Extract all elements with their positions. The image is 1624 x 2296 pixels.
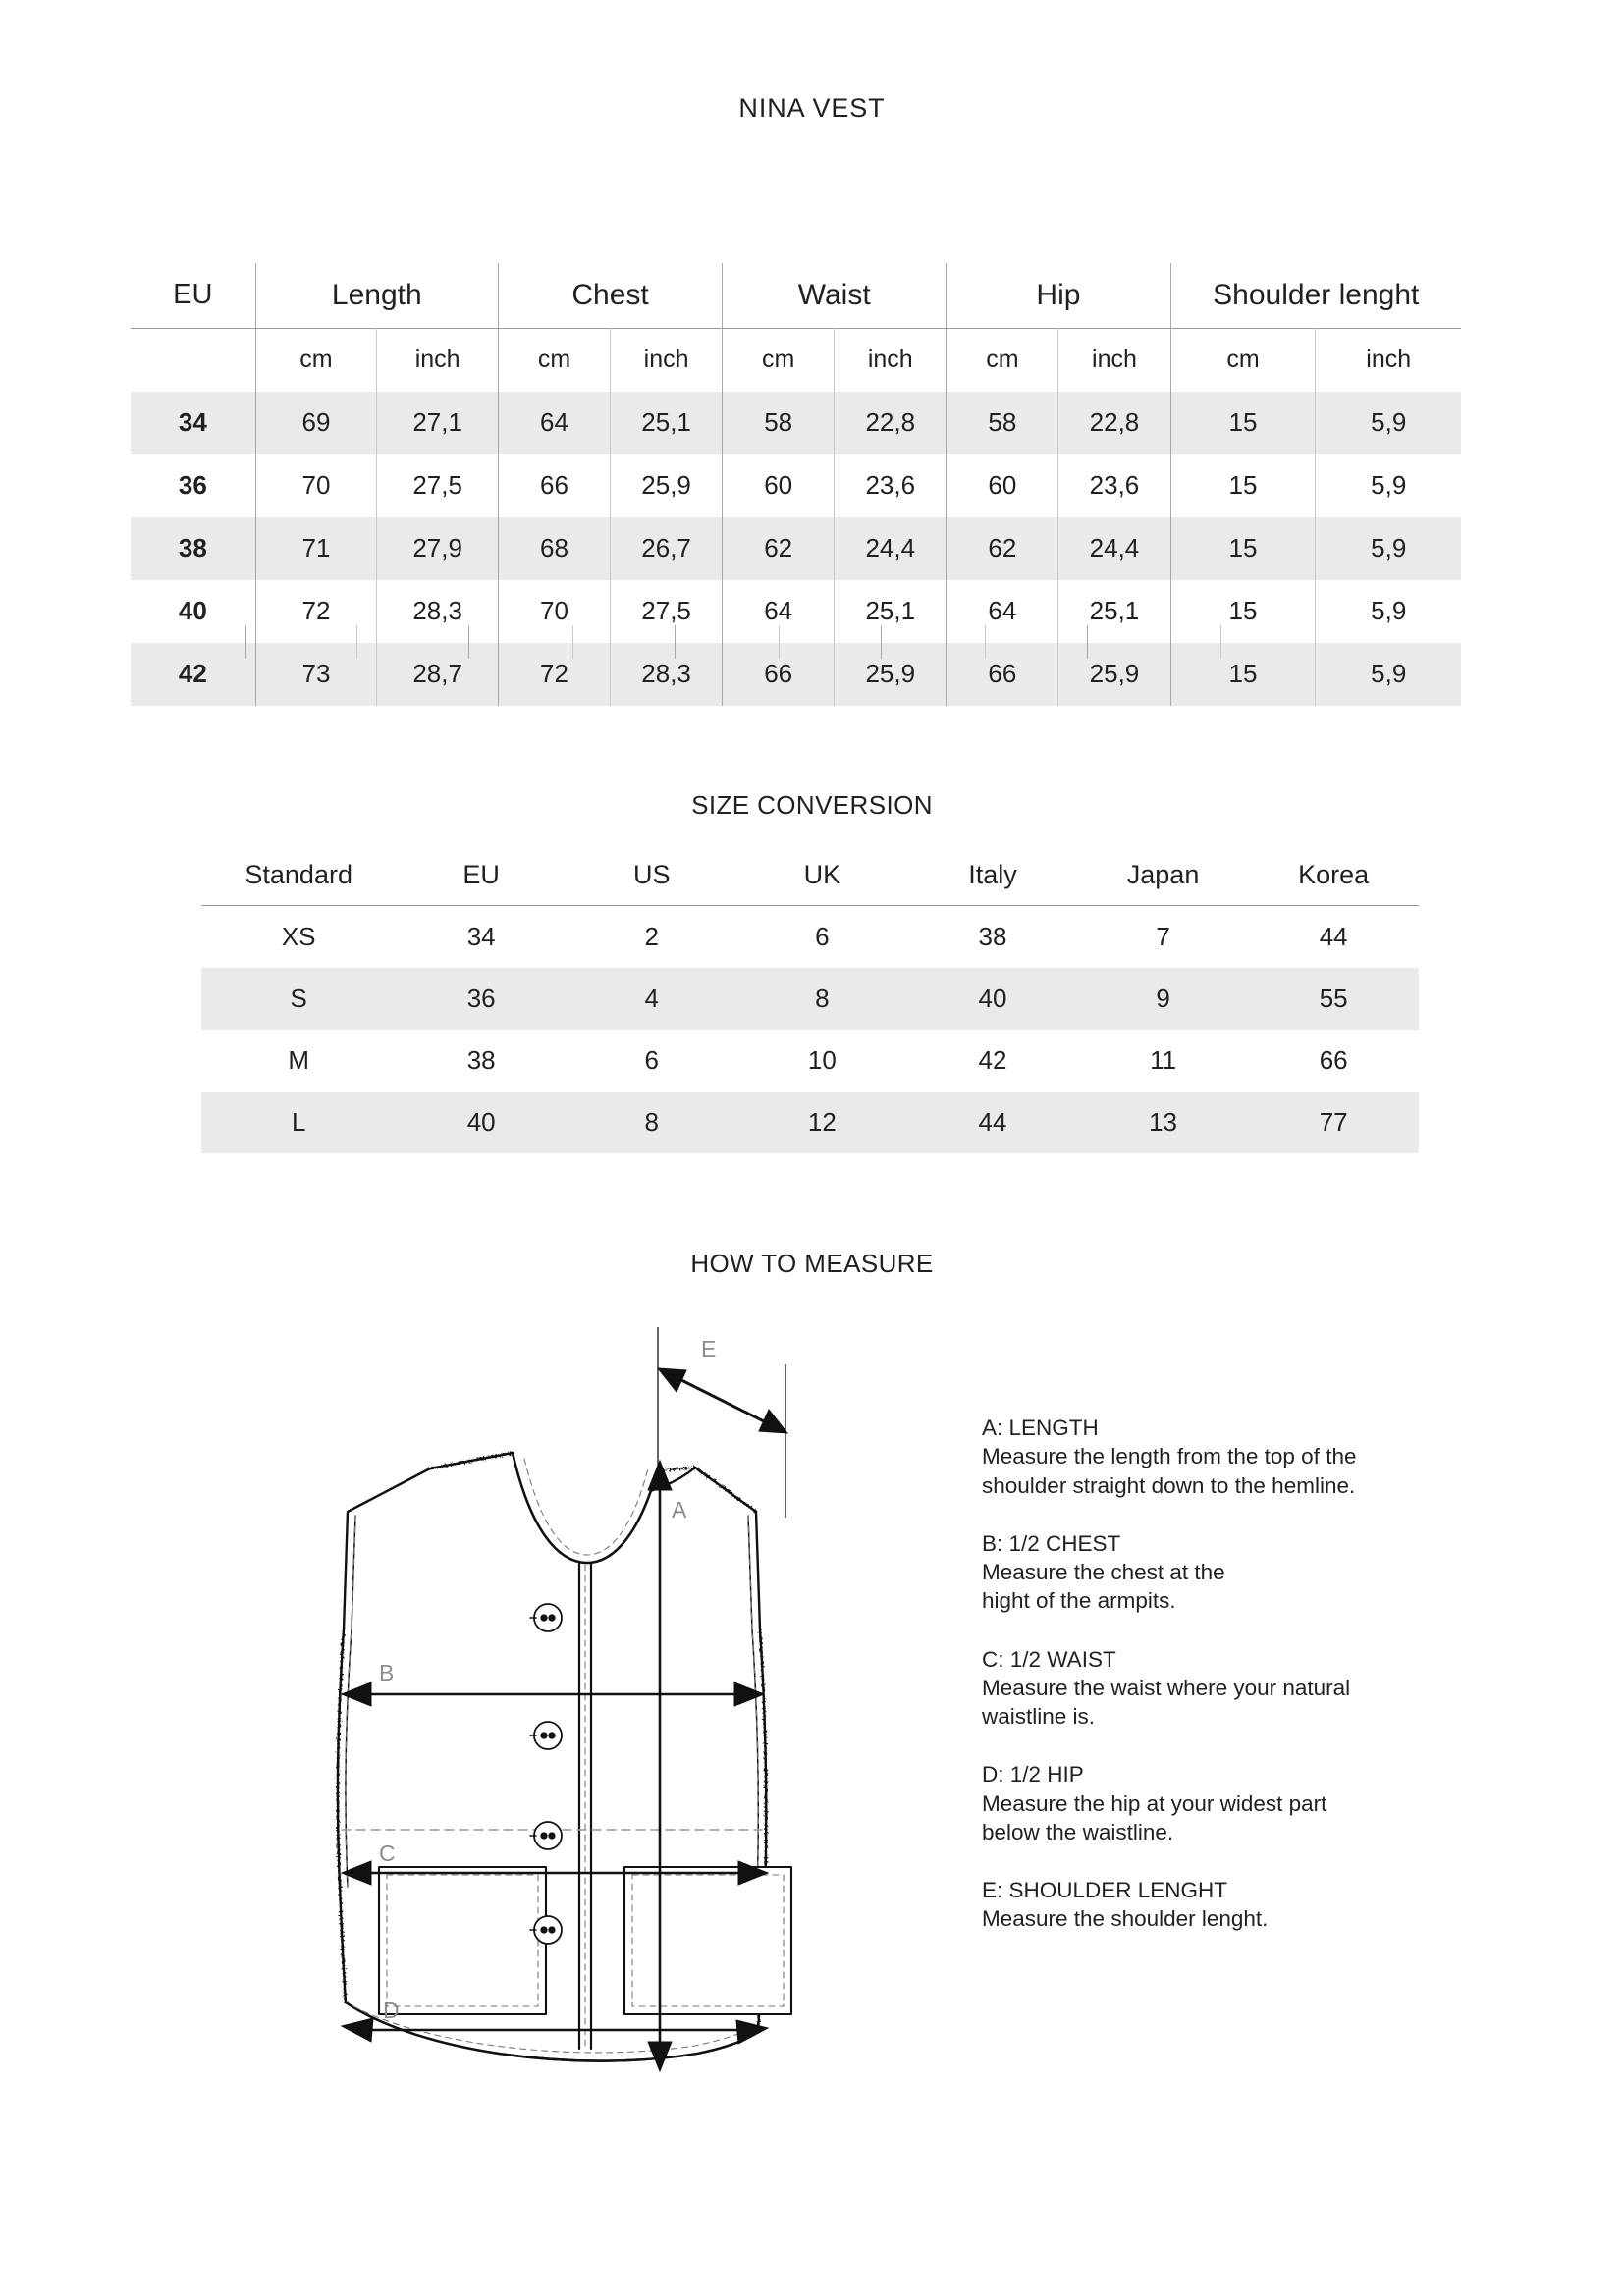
conv-cell-eu: 38 [466,1045,496,1075]
size-conversion-title: SIZE CONVERSION [691,790,933,820]
cell-length-inch: 27,5 [377,454,499,517]
cell-hip-cm: 66 [947,643,1058,706]
instruction-heading: E: SHOULDER LENGHT [982,1878,1228,1902]
cell-chest-cm: 72 [498,643,610,706]
conv-col-korea: Korea [1298,859,1370,889]
cell-chest-cm: 66 [498,454,610,517]
conv-col-italy: Italy [968,859,1017,889]
column-group-chest: Chest [498,263,722,328]
table-row [131,392,1461,454]
instruction-item-b [982,1529,1492,1616]
cell-shoulder-cm: 15 [1170,392,1316,454]
cell-chest-inch: 25,9 [611,454,723,517]
conv-col-us: US [633,859,671,889]
cell-length-inch: 28,3 [377,580,499,643]
cell-chest-inch: 25,1 [611,392,723,454]
cell-length-cm: 72 [255,580,377,643]
instruction-line: hight of the armpits. [982,1588,1176,1614]
cell-eu: 34 [131,392,255,454]
cell-hip-cm: 58 [947,392,1058,454]
cell-length-inch: 28,7 [377,643,499,706]
cell-waist-inch: 22,8 [835,392,947,454]
table-row [131,454,1461,517]
unit-cell-length-inch: inch [377,328,499,392]
unit-cell-chest-cm: cm [498,328,610,392]
cell-eu: 42 [131,643,255,706]
conv-cell-korea: 44 [1319,922,1348,951]
vest-technical-drawing [285,1306,835,2091]
cell-shoulder-cm: 15 [1170,580,1316,643]
cell-waist-inch: 24,4 [835,517,947,580]
instruction-line: Measure the chest at the [982,1560,1225,1584]
instruction-line: waistline is. [982,1704,1096,1729]
conv-cell-korea: 66 [1319,1045,1348,1075]
diagram-label-a: A [672,1497,687,1522]
conv-cell-uk: 10 [807,1045,837,1075]
instruction-item-e [982,1876,1492,1934]
unit-cell-waist-inch: inch [835,328,947,392]
conv-cell-us: 6 [644,1045,660,1075]
conv-cell-us: 4 [567,968,737,1030]
table-row [201,906,1419,969]
unit-cell-shoulder-inch: inch [1316,328,1461,392]
cell-hip-cm: 62 [947,517,1058,580]
cell-shoulder-cm: 15 [1170,454,1316,517]
instruction-heading: A: LENGTH [982,1415,1099,1440]
cell-length-cm: 70 [255,454,377,517]
conv-col-standard: Standard [244,859,352,889]
conv-cell-japan: 11 [1150,1045,1177,1075]
instruction-heading: C: 1/2 WAIST [982,1646,1116,1672]
diagram-label-b: B [379,1660,395,1685]
cell-waist-inch: 25,1 [835,580,947,643]
cell-hip-inch: 23,6 [1058,454,1170,517]
cell-hip-inch: 25,9 [1058,643,1170,706]
cell-waist-cm: 60 [723,454,835,517]
instruction-heading: D: 1/2 HIP [982,1762,1084,1788]
diagram-label-c: C [379,1841,396,1866]
unit-cell-shoulder-cm: cm [1170,328,1316,392]
instruction-line: Measure the waist where your natural [982,1675,1351,1700]
cell-waist-cm: 58 [723,392,835,454]
instruction-line: below the waistline. [982,1819,1174,1844]
how-to-measure-title: HOW TO MEASURE [690,1249,934,1278]
cell-chest-cm: 68 [498,517,610,580]
conv-cell-korea: 77 [1248,1092,1419,1153]
size-conversion-table [201,844,1419,1153]
cell-shoulder-inch: 5,9 [1316,454,1461,517]
conv-cell-standard: XS [281,922,316,951]
unit-cell-chest-inch: inch [611,328,723,392]
conv-cell-japan: 7 [1156,922,1170,951]
conv-cell-japan: 13 [1078,1092,1249,1153]
unit-cell-hip-cm: cm [947,328,1058,392]
measurement-group-header-row [131,263,1461,328]
conv-cell-uk: 8 [737,968,908,1030]
conv-col-eu: EU [462,859,500,889]
conv-cell-eu: 36 [396,968,567,1030]
cell-waist-cm: 66 [723,643,835,706]
cell-shoulder-cm: 15 [1170,643,1316,706]
conv-cell-uk: 12 [737,1092,908,1153]
instruction-line: Measure the shoulder lenght. [982,1906,1269,1932]
table-row [201,1030,1419,1092]
conv-cell-japan: 9 [1078,968,1249,1030]
cell-hip-inch: 22,8 [1058,392,1170,454]
conv-cell-italy: 44 [907,1092,1078,1153]
conv-cell-italy: 42 [978,1045,1007,1075]
cell-eu: 38 [131,517,255,580]
cell-hip-cm: 60 [947,454,1058,517]
instruction-item-a [982,1414,1492,1500]
conv-col-japan: Japan [1126,859,1200,889]
cell-waist-inch: 23,6 [835,454,947,517]
cell-length-cm: 73 [255,643,377,706]
cell-chest-inch: 26,7 [611,517,723,580]
conv-cell-italy: 38 [978,922,1007,951]
cell-shoulder-cm: 15 [1170,517,1316,580]
table-row [131,517,1461,580]
cell-hip-inch: 24,4 [1058,517,1170,580]
column-group-hip: Hip [947,263,1170,328]
cell-chest-inch: 28,3 [611,643,723,706]
conv-cell-eu: 34 [466,922,496,951]
cell-chest-cm: 64 [498,392,610,454]
instruction-line: Measure the length from the top of the [982,1444,1357,1469]
diagram-label-d: D [383,1998,400,2023]
conv-col-uk: UK [803,859,841,889]
conv-cell-uk: 6 [815,922,830,951]
column-group-shoulder-lenght: Shoulder lenght [1170,263,1461,328]
unit-cell-waist-cm: cm [723,328,835,392]
column-group-length: Length [255,263,498,328]
conv-cell-italy: 40 [907,968,1078,1030]
conv-cell-standard: M [288,1045,310,1075]
cell-length-cm: 69 [255,392,377,454]
instruction-line: Measure the hip at your widest part [982,1790,1327,1816]
instruction-heading: B: 1/2 CHEST [982,1530,1121,1556]
cell-waist-inch: 25,9 [835,643,947,706]
cell-length-cm: 71 [255,517,377,580]
conv-cell-standard: L [201,1092,396,1153]
conv-cell-us: 8 [567,1092,737,1153]
conv-cell-eu: 40 [396,1092,567,1153]
conv-cell-korea: 55 [1248,968,1419,1030]
cell-eu: 36 [178,470,207,500]
measure-instructions [982,1414,1492,1934]
instruction-line: shoulder straight down to the hemline. [982,1472,1356,1498]
table-row [201,968,1419,1030]
instruction-item-d [982,1760,1492,1846]
column-group-waist: Waist [723,263,947,328]
measurement-unit-header-row [131,328,1461,392]
cell-length-inch: 27,1 [377,392,499,454]
unit-cell-blank [131,328,255,392]
page-title: NINA VEST [738,93,886,123]
measurement-table-column-rules [131,625,1461,659]
cell-shoulder-inch: 5,9 [1316,392,1461,454]
conv-cell-us: 2 [644,922,660,951]
instruction-item-c [982,1645,1492,1732]
cell-hip-inch: 25,1 [1058,580,1170,643]
cell-chest-cm: 70 [498,580,610,643]
unit-cell-length-cm: cm [255,328,377,392]
cell-shoulder-inch: 5,9 [1316,517,1461,580]
cell-length-inch: 27,9 [377,517,499,580]
cell-shoulder-inch: 5,9 [1316,580,1461,643]
conversion-header-row [201,844,1419,906]
table-row [201,1092,1419,1153]
cell-hip-cm: 64 [947,580,1058,643]
cell-eu: 40 [178,596,207,625]
cell-shoulder-inch: 5,9 [1316,643,1461,706]
conv-cell-standard: S [201,968,396,1030]
diagram-label-e: E [701,1336,717,1362]
cell-chest-inch: 27,5 [611,580,723,643]
cell-waist-cm: 62 [723,517,835,580]
cell-waist-cm: 64 [723,580,835,643]
column-group-eu: EU [173,279,213,311]
unit-cell-hip-inch: inch [1058,328,1170,392]
